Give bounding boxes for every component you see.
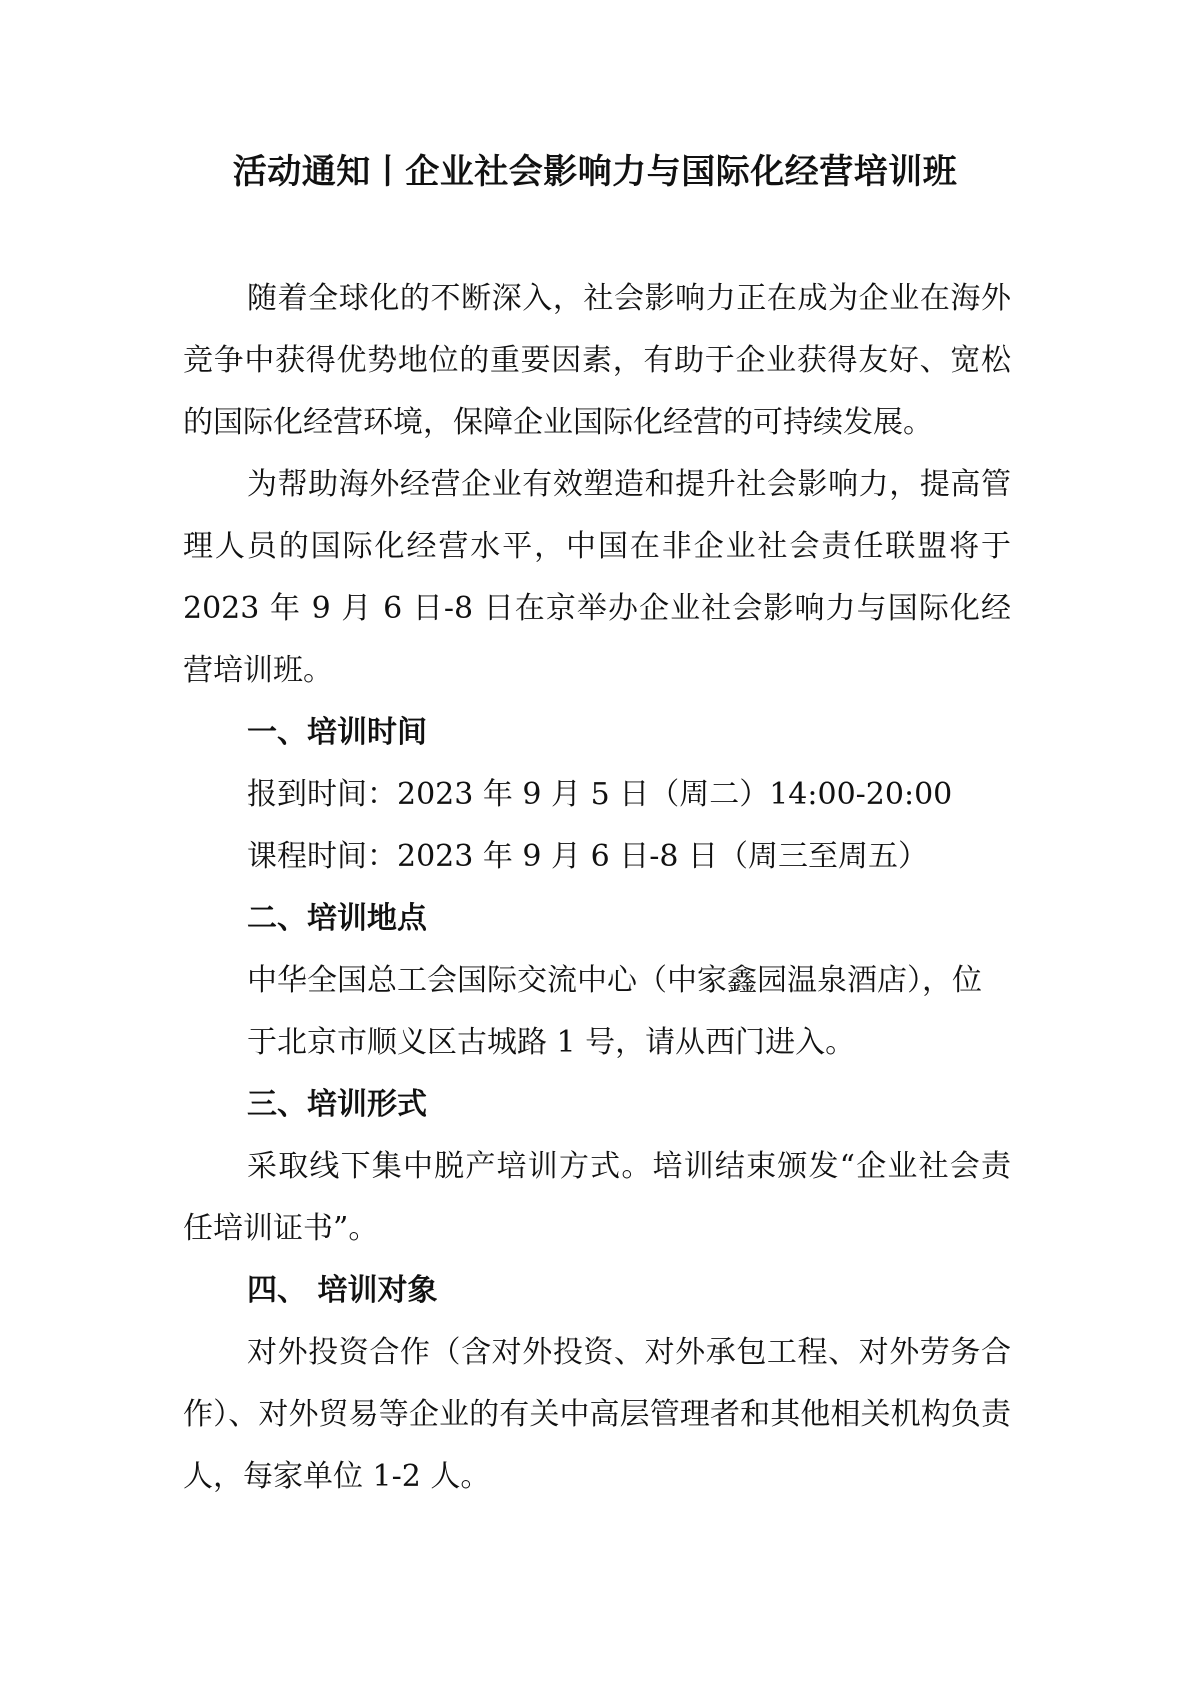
audience-paragraph: 对外投资合作（含对外投资、对外承包工程、对外劳务合作）、对外贸易等企业的有关中高层管理者和其他相关机构负责人，每家单位 1-2 人。 (183, 1335, 1011, 1494)
section-heading-location: 二、培训地点 (247, 901, 427, 936)
location-line-2: 于北京市顺义区古城路 1 号，请从西门进入。 (247, 1025, 856, 1060)
section-heading-format: 三、培训形式 (247, 1087, 427, 1122)
checkin-time-line: 报到时间：2023 年 9 月 5 日（周二）14:00-20:00 (247, 777, 953, 812)
course-time-line: 课程时间：2023 年 9 月 6 日-8 日（周三至周五） (247, 839, 928, 874)
document-body (183, 268, 1011, 1508)
location-line-1: 中华全国总工会国际交流中心（中家鑫园温泉酒店），位 (247, 963, 982, 998)
section-heading-time: 一、培训时间 (247, 715, 427, 750)
page-title: 活动通知丨企业社会影响力与国际化经营培训班 (232, 152, 958, 192)
intro-paragraph-2: 为帮助海外经营企业有效塑造和提升社会影响力，提高管理人员的国际化经营水平，中国在非企业社会责任联盟将于 2023 年 9 月 6 日-8 日在京举办企业社会影响力与国际化经营培训班。 (183, 467, 1011, 688)
section-heading-audience: 四、 培训对象 (247, 1273, 438, 1308)
intro-paragraph-1: 随着全球化的不断深入，社会影响力正在成为企业在海外竞争中获得优势地位的重要因素，有助于企业获得友好、宽松的国际化经营环境，保障企业国际化经营的可持续发展。 (183, 281, 1011, 440)
format-paragraph: 采取线下集中脱产培训方式。培训结束颁发“企业社会责任培训证书”。 (183, 1149, 1011, 1246)
